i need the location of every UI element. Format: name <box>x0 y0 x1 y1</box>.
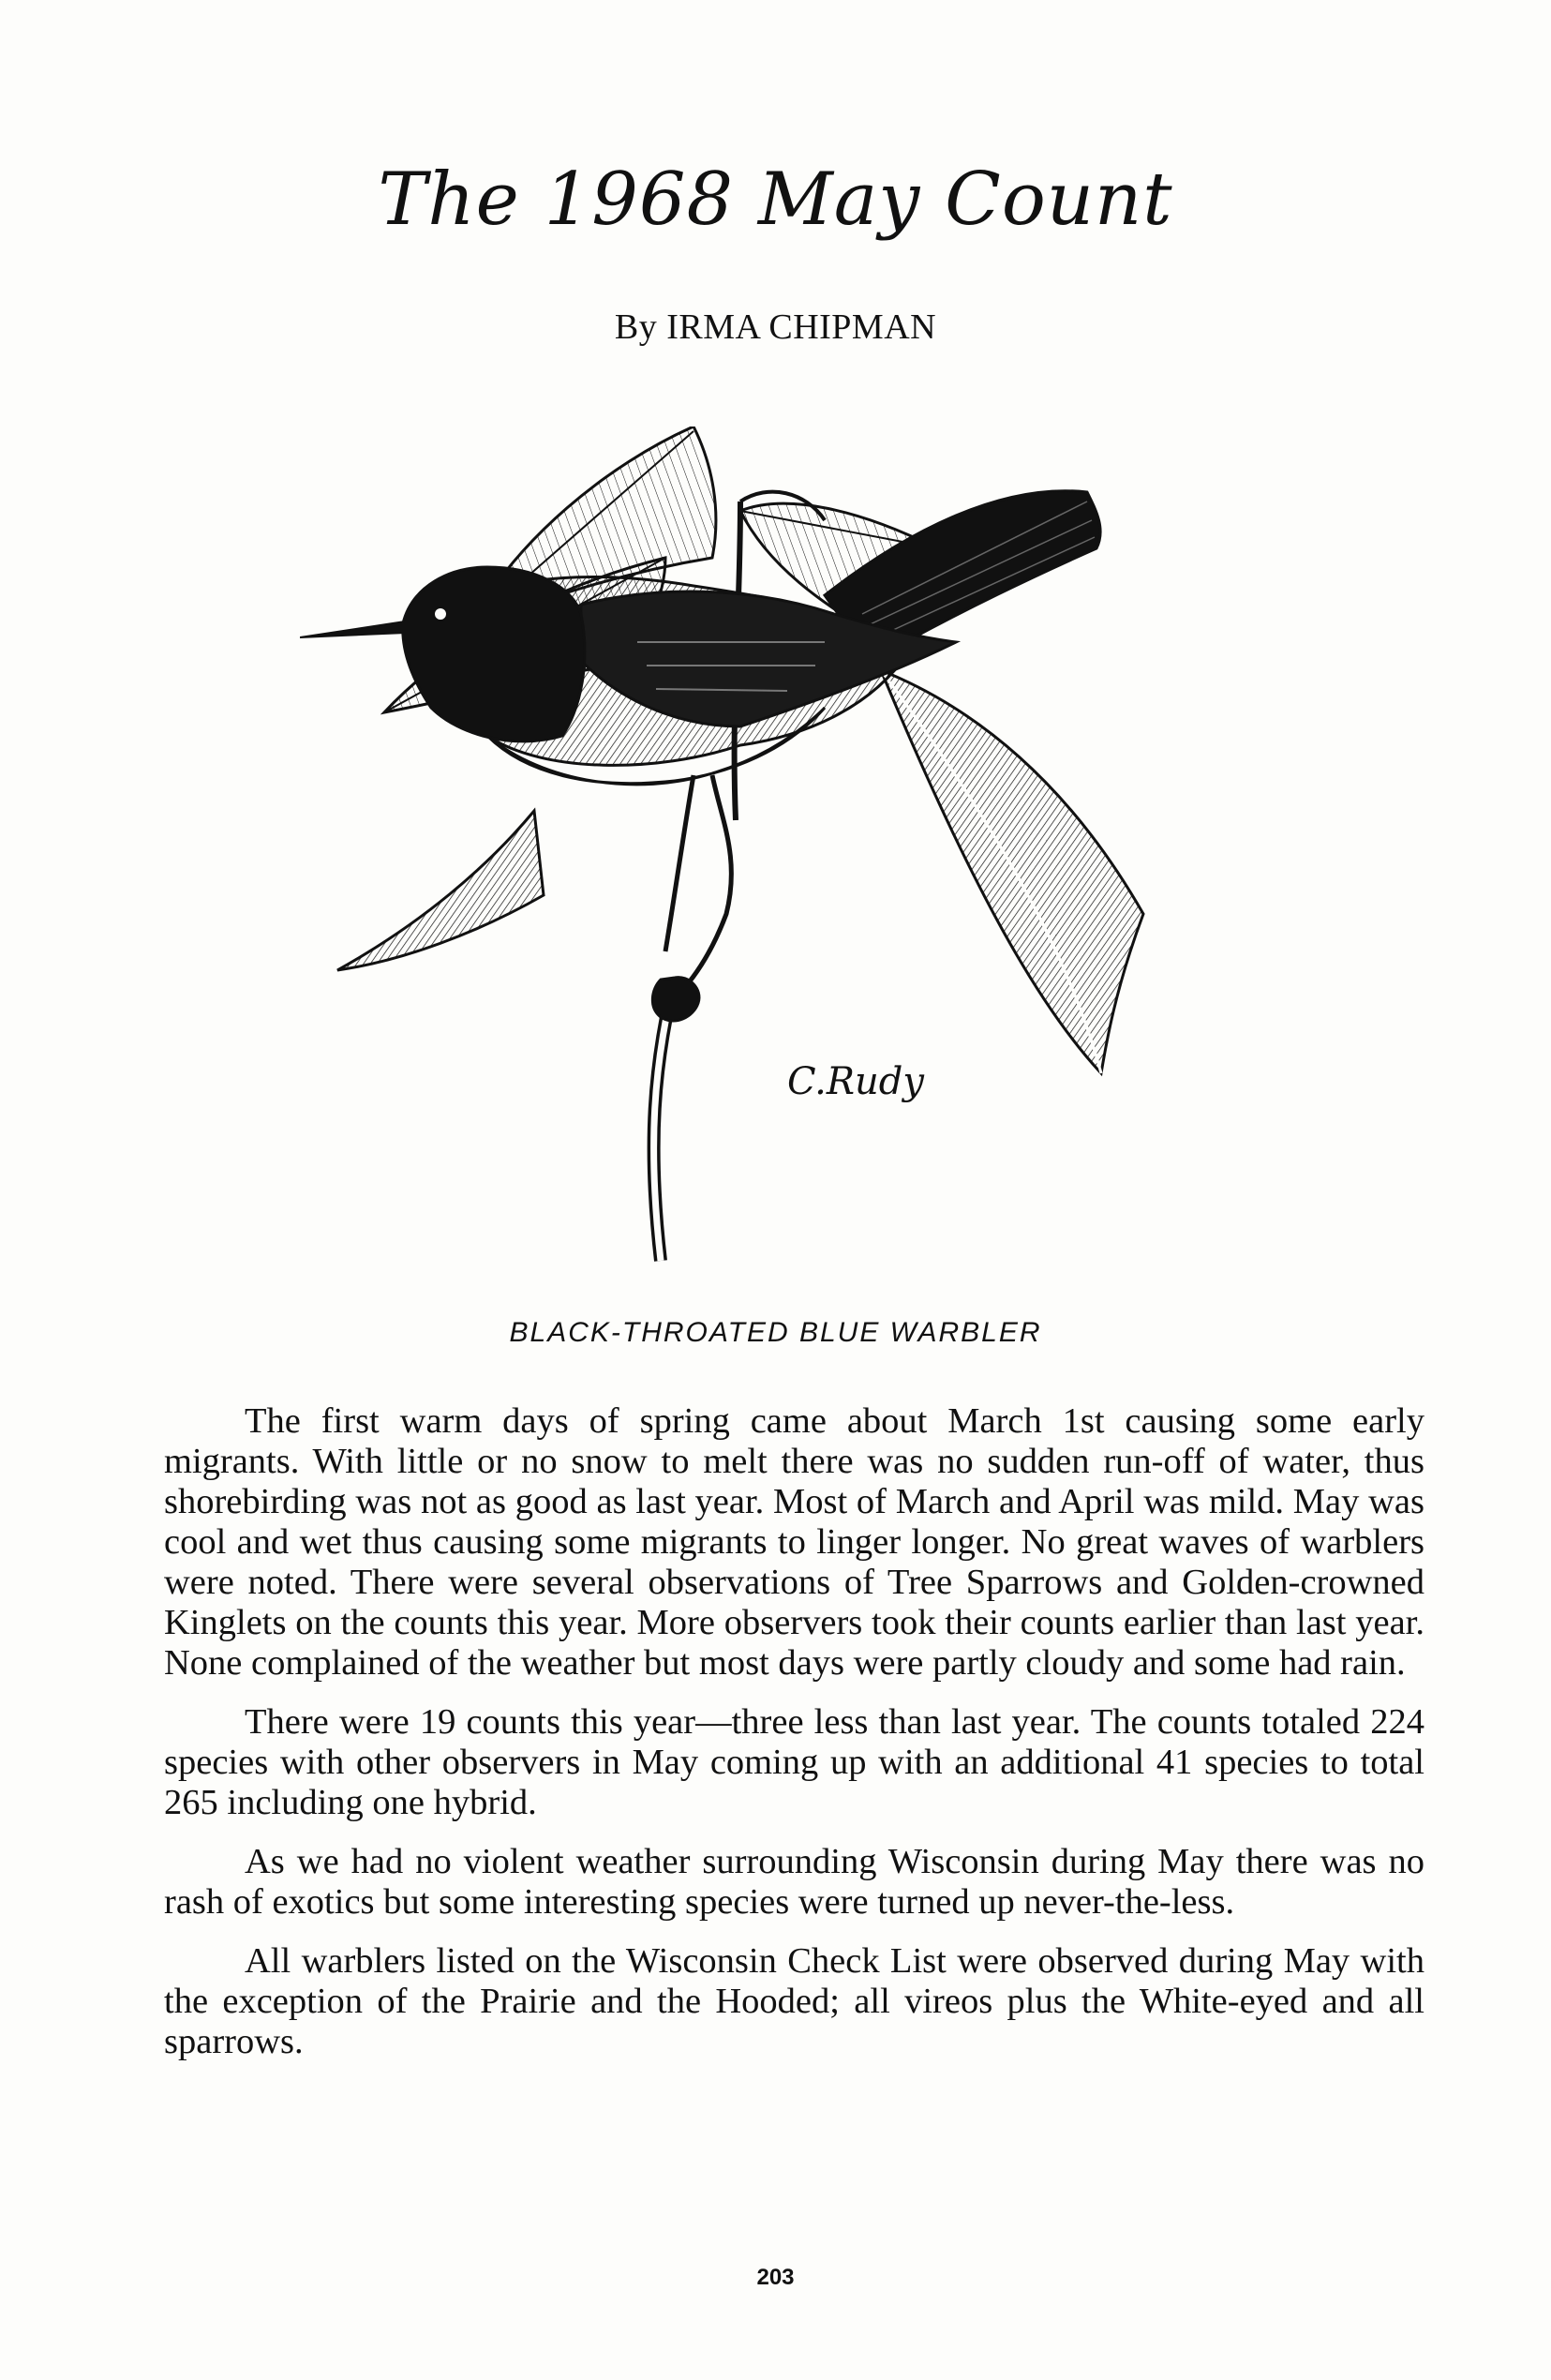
page-number: 203 <box>756 2265 795 2290</box>
leaf-lower-left <box>337 811 544 970</box>
bird-leg <box>665 775 731 998</box>
article-title: The 1968 May Count <box>378 157 1173 242</box>
paragraph: There were 19 counts this year—three less than last year. The counts totaled 224 species with other observers in May coming up with an additional 41 species to total 265 including one hybrid. <box>164 1702 1424 1822</box>
article-byline: By IRMA CHIPMAN <box>614 307 937 347</box>
illustration-caption: BLACK-THROATED BLUE WARBLER <box>509 1317 1042 1348</box>
bird-foot <box>652 978 699 1021</box>
artist-signature: C.Rudy <box>787 1060 924 1103</box>
warbler-illustration <box>300 427 1293 1270</box>
bird-head <box>403 567 585 741</box>
leaf-right <box>881 670 1143 1073</box>
paragraph: All warblers listed on the Wisconsin Check List were observed during May with the exception of the Prairie and the Hooded; all vireos plus the White-eyed and all sparrows. <box>164 1941 1424 2061</box>
bird-beak <box>300 621 405 637</box>
warbler-drawing <box>300 427 1293 1270</box>
bird-eye <box>434 607 447 621</box>
paragraph: The first warm days of spring came about March 1st causing some early migrants. With little or no snow to melt there was no sudden run-off of water, thus shorebirding was not as good as last year. Most of March and April was mild. May was cool and wet thus causing some migrants to linger longer. No great waves of warblers were noted. There were several observations of Tree Sparrows and Golden-crowned Kinglets on the counts this year. More observers took their counts earlier than last year. None complained of the weather but most days were partly cloudy and some had rain. <box>164 1401 1424 1683</box>
article-body <box>164 1401 1424 2081</box>
paragraph: As we had no violent weather surrounding Wisconsin during May there was no rash of exotics but some interesting species were turned up never-the-less. <box>164 1842 1424 1922</box>
